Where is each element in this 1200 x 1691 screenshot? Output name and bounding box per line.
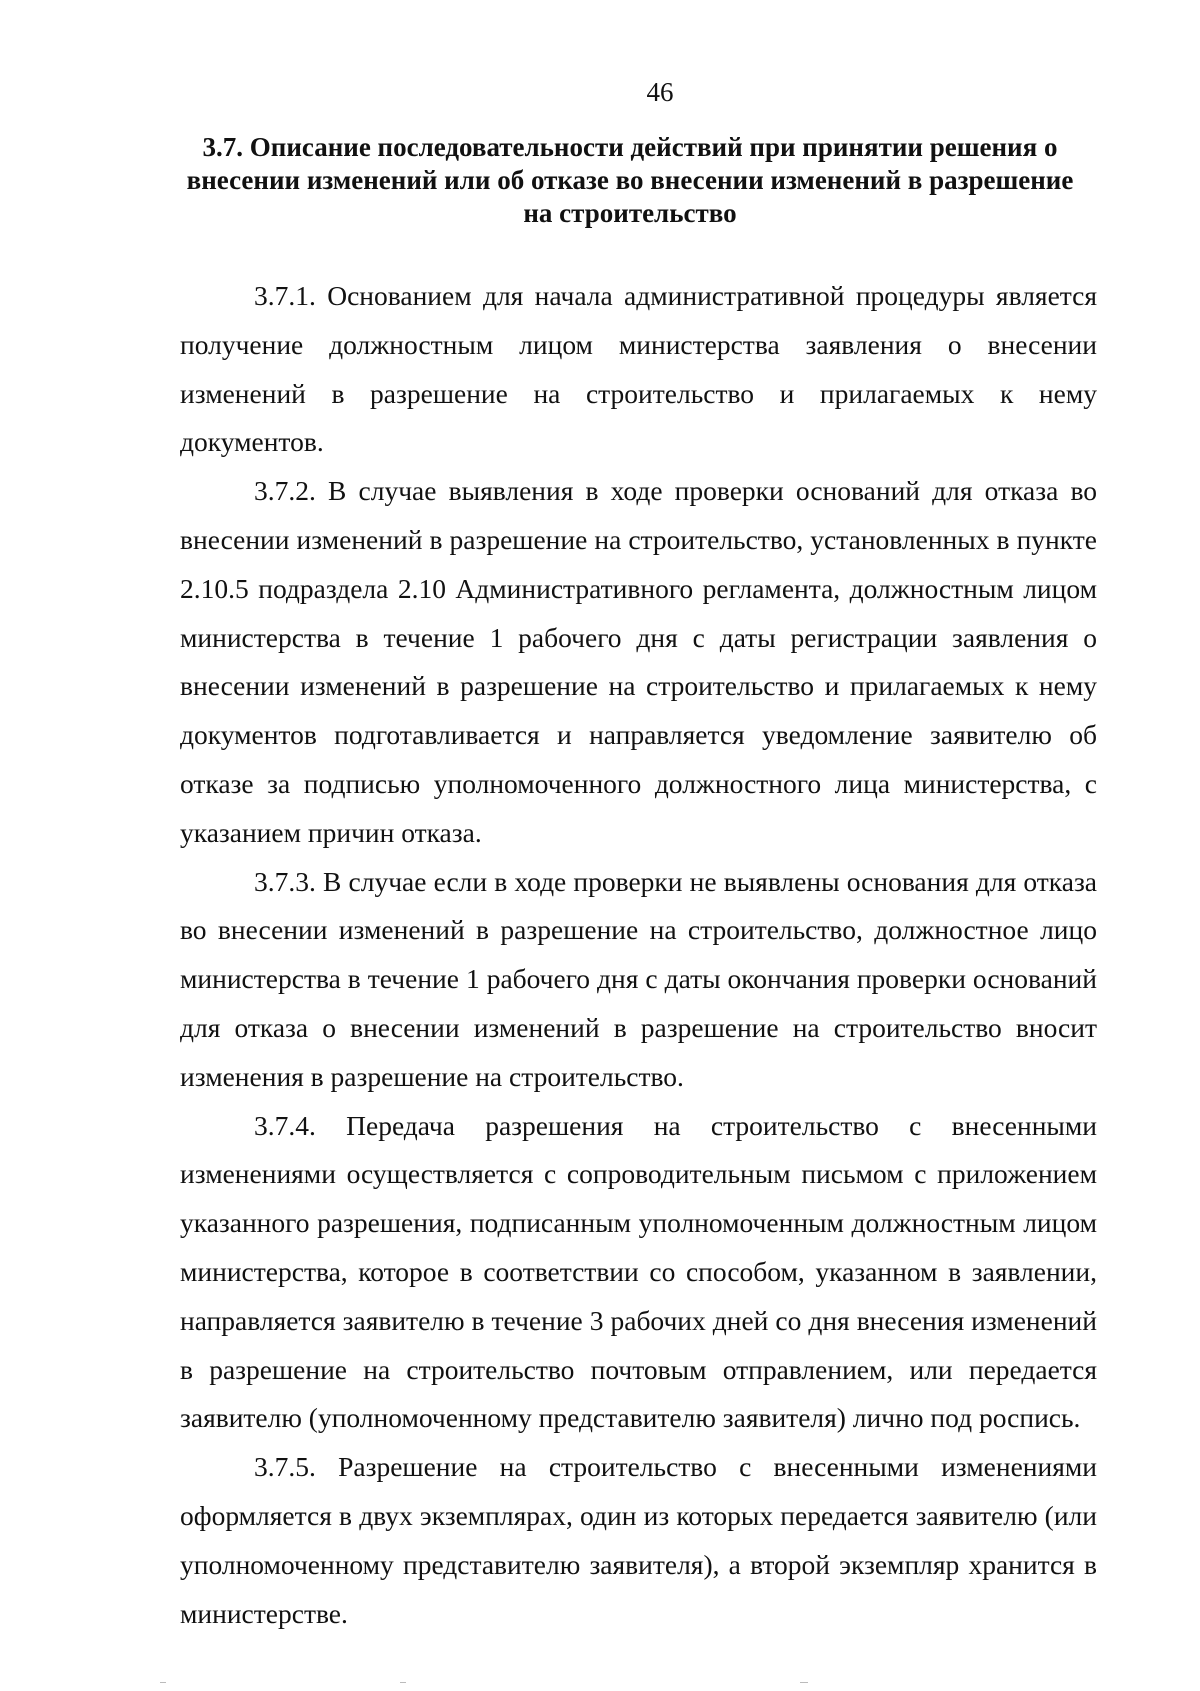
paragraph-text: Разрешение на строительство с внесенными изменениями оформляется в двух экземплярах, один из которых передается заявителю (или уполномоченному представителю заявителя), а второй экземпляр хранится в министерстве. bbox=[180, 1451, 1098, 1629]
paragraph-text: Основанием для начала административной процедуры является получение должностным лицом министерства заявления о внесении изменений в разрешение на строительство и прилагаемых к нему документов. bbox=[180, 280, 1097, 458]
paragraph-number: 3.7.1. bbox=[254, 280, 316, 311]
paragraph-3-7-5 bbox=[180, 1443, 1097, 1638]
paragraph-number: 3.7.5. bbox=[254, 1451, 316, 1483]
paragraph-3-7-2 bbox=[180, 467, 1097, 857]
paragraph-number: 3.7.4. bbox=[254, 1109, 316, 1141]
section-heading bbox=[170, 131, 1090, 230]
paragraph-text: В случае выявления в ходе проверки оснований для отказа во внесении изменений в разрешение на строительство, установленных в пункте 2.10.5 подраздела 2.10 Административного регламента, должностным лицом министерства в течение 1 рабочего дня с даты регистрации заявления о внесении изменений в разрешение на строительство и прилагаемых к нему документов подготавливается и направляется уведомление заявителю об отказе за подписью уполномоченного должностного лица министерства, с указанием причин отказа. bbox=[180, 475, 1098, 848]
scan-artifact bbox=[800, 1682, 808, 1683]
section-heading-line-2: внесении изменений или об отказе во внесении изменений в разрешение bbox=[186, 165, 1074, 195]
paragraph-3-7-4 bbox=[180, 1102, 1097, 1444]
scan-artifact bbox=[400, 1682, 406, 1683]
paragraph-3-7-1 bbox=[180, 272, 1097, 467]
paragraph-text: В случае если в ходе проверки не выявлены основания для отказа во внесении изменений в разрешение на строительство, должностное лицо министерства в течение 1 рабочего дня с даты окончания проверки оснований для отказа о внесении изменений в разрешение на строительство вносит изменения в разрешение на строительство. bbox=[180, 865, 1098, 1092]
paragraph-3-7-3 bbox=[180, 858, 1097, 1102]
paragraph-text: Передача разрешения на строительство с внесенными изменениями осуществляется с сопроводительным письмом с приложением указанного разрешения, подписанным уполномоченным должностным лицом министерства, которое в соответствии со способом, указанном в заявлении, направляется заявителю в течение 3 рабочих дней со дня внесения изменений в разрешение на строительство почтовым отправлением, или передается заявителю (уполномоченному представителю заявителя) лично под роспись. bbox=[180, 1109, 1098, 1434]
scan-artifact bbox=[160, 1682, 166, 1683]
section-body bbox=[180, 272, 1097, 1638]
section-heading-line-3: на строительство bbox=[523, 198, 737, 228]
paragraph-number: 3.7.2. bbox=[254, 475, 316, 507]
page-number: 46 bbox=[646, 77, 674, 107]
paragraph-number: 3.7.3. bbox=[254, 865, 316, 897]
section-heading-line-1: 3.7. Описание последовательности действий при принятии решения о bbox=[202, 132, 1058, 162]
